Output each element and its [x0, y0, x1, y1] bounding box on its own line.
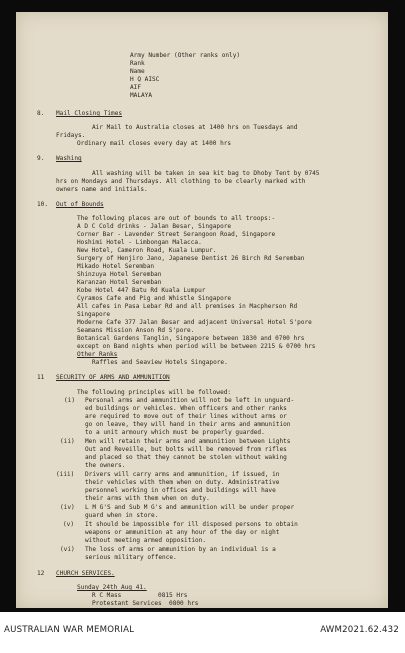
item-line: go on leave, they will hand in their arms and ammunition — [85, 421, 291, 428]
list-item: Shinzuya Hotel Seremban — [77, 271, 162, 278]
section-number: 9. — [37, 155, 45, 162]
section-number: 10. — [37, 201, 49, 208]
item-line: are required to move out of their lines without arms or — [85, 413, 287, 420]
item-line: personnel working in offices and buildings will have — [85, 487, 276, 494]
item-marker: (iii) — [56, 471, 75, 478]
item-line: ed buildings or vehicles. When officers and other ranks — [85, 405, 287, 412]
section-title: Mail Closing Times — [56, 110, 123, 117]
section-title: Washing — [56, 155, 82, 162]
list-item: Cyramos Cafe and Pig and Whistle Singapore — [77, 295, 232, 302]
header-line: AIF — [130, 84, 142, 91]
accession-number: AWM2021.62.432 — [320, 625, 399, 635]
section-number: 11 — [37, 374, 45, 381]
service-line: R C Mass 0815 Hrs — [92, 592, 188, 599]
header-line: MALAYA — [130, 92, 153, 99]
list-item: Singapore — [77, 311, 111, 318]
body-line: All washing will be taken in sea kit bag to Dhoby Tent by 0745 — [92, 170, 320, 177]
header-line: Rank — [130, 60, 145, 67]
subheading: Other Ranks — [77, 351, 118, 358]
caption-bar — [0, 612, 405, 653]
body-line: The following principles will be followed: — [77, 389, 232, 396]
item-line: Out and Reveille, but bolts will be removed from rifles — [85, 446, 287, 453]
list-item: Corner Bar - Lavender Street Serangoon Road, Singapore — [77, 231, 276, 238]
item-line: L M G'S and Sub M G's and ammunition will be under proper — [85, 504, 295, 511]
list-item: Surgery of Henjiro Jano, Japanese Dentist 26 Birch Rd Seremban — [77, 255, 305, 262]
item-marker: (ii) — [60, 438, 75, 445]
list-item: A D C Cold drinks - Jalan Besar, Singapore — [77, 223, 232, 230]
section-title: CHURCH SERVICES. — [56, 570, 115, 577]
item-line: and placed so that they cannot be stolen without waking — [85, 454, 287, 461]
item-line: The loss of arms or ammunition by an individual is a — [85, 546, 276, 553]
section-title: SECURITY OF ARMS AND AMMUNITION — [56, 374, 170, 381]
item-line: guard when in store. — [85, 512, 159, 519]
body-line: Ordinary mail closes every day at 1400 hrs — [77, 140, 232, 147]
header-line: H Q AISC — [130, 76, 160, 83]
item-marker: (iv) — [60, 504, 75, 511]
item-marker: (vi) — [60, 546, 75, 553]
list-item: All cafes in Pasa Lebar Rd and all premises in Macpherson Rd — [77, 303, 298, 310]
section-number: 8. — [37, 110, 45, 117]
header-line: Name — [130, 68, 145, 75]
list-item: Raffles and Seaview Hotels Singapore. — [92, 359, 228, 366]
list-item: Kobe Hotel 447 Batu Rd Kuala Lumpur — [77, 287, 206, 294]
item-line: Men will retain their arms and ammunition between Lights — [85, 438, 291, 445]
section-title: Out of Bounds — [56, 201, 104, 208]
item-line: Personal arms and ammunition will not be left in unguard- — [85, 397, 295, 404]
list-item: Karanzan Hotel Seremban — [77, 279, 162, 286]
body-line: hrs on Mondays and Thursdays. All clothing to be clearly marked with — [56, 178, 306, 185]
section-number: 12 — [37, 570, 45, 577]
list-item: Hoshimi Hotel - Limbongan Malacca. — [77, 239, 202, 246]
service-date: Sunday 24th Aug 41. — [77, 584, 147, 591]
item-line: It should be impossible for ill disposed persons to obtain — [85, 521, 298, 528]
list-item: Mikado Hotel Seremban — [77, 263, 155, 270]
item-line: their arms with them when on duty. — [85, 495, 210, 502]
body-line: Air Mail to Australia closes at 1400 hrs on Tuesdays and — [92, 124, 298, 131]
header-line: Army Number (Other ranks only) — [130, 52, 241, 59]
document-page — [16, 12, 388, 608]
item-line: weapons or ammunition at any hour of the day or night — [85, 529, 280, 536]
item-line: their vehicles with them when on duty. Administrative — [85, 479, 280, 486]
item-line: Drivers will carry arms and ammunition, if issued, in — [85, 471, 280, 478]
item-line: serious military offence. — [85, 554, 177, 561]
item-line: to a unit armoury which must be properly guarded. — [85, 429, 265, 436]
list-item: New Hotel, Cameron Road, Kuala Lumpur. — [77, 247, 217, 254]
body-line: The following places are out of bounds to all troops:- — [77, 215, 276, 222]
item-line: the owners. — [85, 462, 126, 469]
list-item: Botanical Gardens Tanglin, Singapore between 1830 and 0700 hrs — [77, 335, 305, 342]
list-item: Moderne Cafe 377 Jalan Besar and adjacent Universal Hotel S'pore — [77, 319, 312, 326]
body-line: Fridays. — [56, 132, 86, 139]
list-item: except on Band nights when period will be between 2215 & 0700 hrs — [77, 343, 316, 350]
item-line: without meeting armed opposition. — [85, 537, 207, 544]
body-line: owners name and initials. — [56, 186, 148, 193]
service-line: Protestant Services 0800 hrs — [92, 600, 199, 607]
institution-caption: AUSTRALIAN WAR MEMORIAL — [4, 625, 135, 635]
item-marker: (i) — [64, 397, 76, 404]
item-marker: (v) — [63, 521, 75, 528]
list-item: Seamans Mission Anson Rd S'pore. — [77, 327, 195, 334]
